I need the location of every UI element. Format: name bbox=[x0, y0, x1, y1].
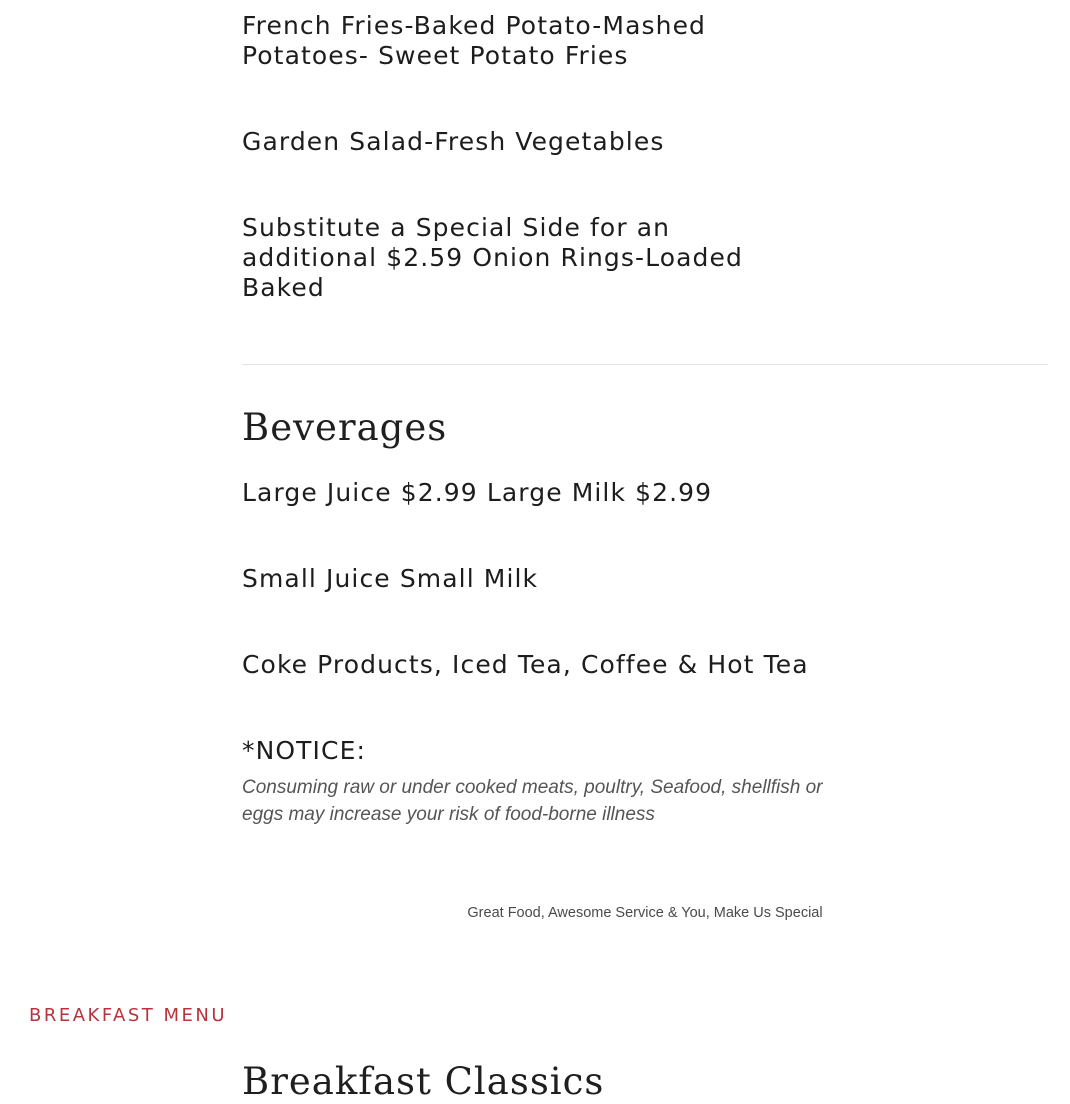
beverages-heading: Beverages bbox=[242, 406, 448, 449]
tagline: Great Food, Awesome Service & You, Make Us Special bbox=[467, 905, 823, 921]
beverage-item-small: Small Juice Small Milk bbox=[242, 564, 539, 593]
beverage-item-large: Large Juice $2.99 Large Milk $2.99 bbox=[242, 478, 713, 507]
notice-title: *NOTICE: bbox=[242, 736, 366, 765]
side-item-potatoes: French Fries-Baked Potato-Mashed Potatoes- Sweet Potato Fries bbox=[242, 11, 707, 70]
side-item-special-substitute: Substitute a Special Side for an additional $2.59 Onion Rings-Loaded Baked bbox=[242, 213, 743, 302]
side-item-garden-salad: Garden Salad-Fresh Vegetables bbox=[242, 127, 665, 156]
notice-text: Consuming raw or under cooked meats, poultry, Seafood, shellfish or eggs may increase your risk of food-borne illness bbox=[242, 777, 823, 825]
breakfast-classics-heading: Breakfast Classics bbox=[242, 1060, 605, 1103]
beverage-item-soft-drinks: Coke Products, Iced Tea, Coffee & Hot Tea bbox=[242, 650, 809, 679]
breakfast-menu-label: BREAKFAST MENU bbox=[29, 1005, 228, 1026]
section-divider bbox=[242, 364, 1048, 365]
